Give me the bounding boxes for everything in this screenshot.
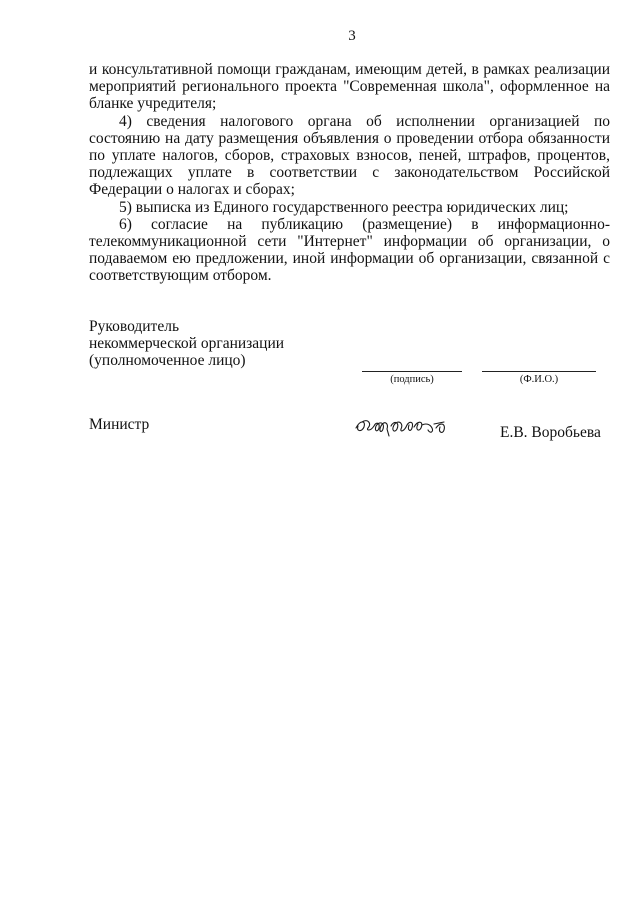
signature-block-labels (89, 318, 284, 370)
paragraph-continuation: и консультативной помощи гражданам, имеющим детей, в рамках реализации мероприятий регионального проекта "Современная школа", оформленное на бланке учредителя; (89, 61, 610, 113)
signature-role-line3: (уполномоченное лицо) (89, 352, 246, 370)
body-text (89, 61, 610, 285)
name-caption: (Ф.И.О.) (519, 374, 559, 385)
paragraph-item-4: 4) сведения налогового органа об исполнении организацией по состоянию на дату размещения объявления о проведении отбора обязанности по уплате налогов, сборов, страховых взносов, пеней, штрафов, процентов, подлежащих уплате в соответствии с законодательством Российской Федерации о налогах и сборах; (89, 112, 610, 199)
handwritten-signature (352, 410, 462, 440)
name-line (482, 371, 596, 372)
signature-role-line1: Руководитель (89, 318, 180, 335)
paragraph-item-6: 6) согласие на публикацию (размещение) в информационно-телекоммуникационной сети "Интернет" информации об организации, о подаваемом ею предложении, иной информации об организации, связанной с соответствующим отбором. (89, 215, 610, 285)
paragraph-item-5: 5) выписка из Единого государственного реестра юридических лиц; (119, 198, 569, 216)
minister-name: Е.В. Воробьева (500, 424, 601, 441)
signature-caption: (подпись) (390, 374, 434, 385)
signature-role-line2: некоммерческой организации (89, 335, 285, 353)
page-number: 3 (348, 28, 356, 44)
signature-line (362, 371, 462, 372)
minister-title: Министр (89, 416, 150, 433)
